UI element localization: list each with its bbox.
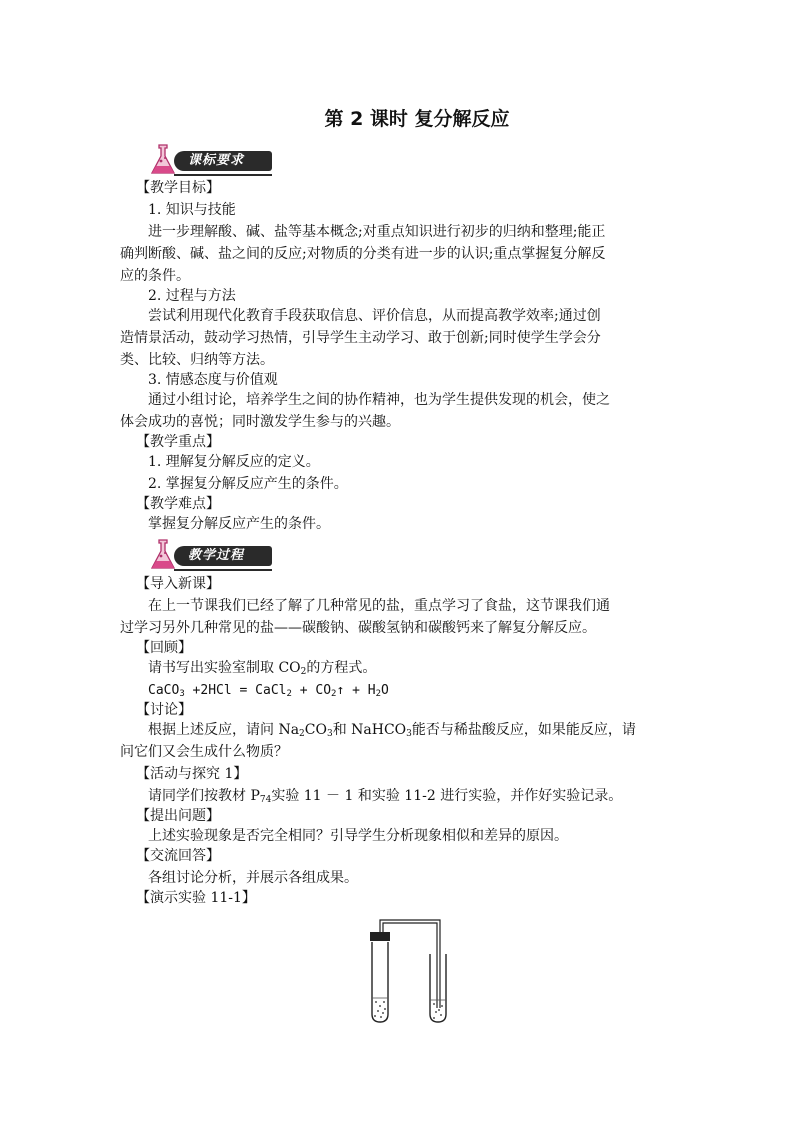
objective-1-heading: 1. 知识与技能 — [148, 202, 236, 218]
objective-3-text: 通过小组讨论，培养学生之间的协作精神，也为学生提供发现的机会，使之 — [148, 392, 610, 408]
review-text: 请书写出实验室制取 $CO_2$的方程式。 — [148, 660, 377, 677]
question-text: 上述实验现象是否完全相同？引导学生分析现象相似和差异的原因。 — [148, 828, 568, 844]
difficulty-item: 掌握复分解反应产生的条件。 — [148, 516, 330, 532]
objective-3-text: 体会成功的喜悦；同时激发学生参与的兴趣。 — [120, 414, 400, 430]
objective-2-text: 尝试利用现代化教育手段获取信息、评价信息，从而提高教学效率;通过创 — [148, 308, 601, 324]
activity-heading: 【活动与探究 1】 — [136, 766, 248, 782]
intro-text: 在上一节课我们已经了解了几种常见的盐，重点学习了食盐，这节课我们通 — [148, 598, 610, 614]
demo-heading: 【演示实验 11-1】 — [136, 890, 256, 906]
section-banner-process — [148, 538, 274, 572]
objective-2-text: 造情景活动，鼓动学习热情，引导学生主动学习、敢于创新;同时使学生学会分 — [120, 330, 601, 346]
banner-label: 课标要求 — [188, 153, 245, 168]
activity-text: 请同学们按教材 $P_{74}$实验 11 － 1 和实验 11-2 进行实验，并作好实验记录。 — [148, 788, 623, 805]
intro-heading: 【导入新课】 — [136, 576, 220, 592]
section-banner-standards — [148, 143, 274, 177]
question-heading: 【提出问题】 — [136, 808, 220, 824]
answer-text: 各组讨论分析，并展示各组成果。 — [148, 870, 358, 886]
key-point-item: 2. 掌握复分解反应产生的条件。 — [148, 476, 348, 492]
objective-2-text: 类、比较、归纳等方法。 — [120, 352, 274, 368]
discussion-text: 问它们又会生成什么物质？ — [120, 744, 288, 760]
key-point-item: 1. 理解复分解反应的定义。 — [148, 454, 320, 470]
difficulty-heading: 【教学难点】 — [136, 496, 220, 512]
banner-label: 教学过程 — [188, 548, 245, 563]
intro-text: 过学习另外几种常见的盐——碳酸钠、碳酸氢钠和碳酸钙来了解复分解反应。 — [120, 620, 596, 636]
objective-1-text: 进一步理解酸、碱、盐等基本概念;对重点知识进行初步的归纳和整理;能正 — [148, 224, 606, 240]
discussion-text: 根据上述反应，请问 $Na_2CO_3$和 NaHCO$_3$能否与稀盐酸反应，如果能反应，请 — [148, 722, 636, 739]
answer-heading: 【交流回答】 — [136, 848, 220, 864]
objective-1-text: 确判断酸、碱、盐之间的反应;对物质的分类有进一步的认识;重点掌握复分解反 — [120, 246, 606, 262]
page-title: 第 2 课时 复分解反应 — [324, 108, 510, 130]
objective-1-text: 应的条件。 — [120, 268, 190, 284]
objectives-heading: 【教学目标】 — [136, 180, 220, 196]
objective-2-heading: 2. 过程与方法 — [148, 288, 236, 304]
test-tube-apparatus-illustration — [360, 918, 460, 1026]
objective-3-heading: 3. 情感态度与价值观 — [148, 372, 278, 388]
chemical-equation: CaCO$_3$ +2HCl = CaCl$_2$ + $CO_2↑ + H_2O$ — [148, 683, 389, 699]
review-heading: 【回顾】 — [136, 640, 192, 656]
discussion-heading: 【讨论】 — [136, 702, 192, 718]
key-points-heading: 【教学重点】 — [136, 434, 220, 450]
